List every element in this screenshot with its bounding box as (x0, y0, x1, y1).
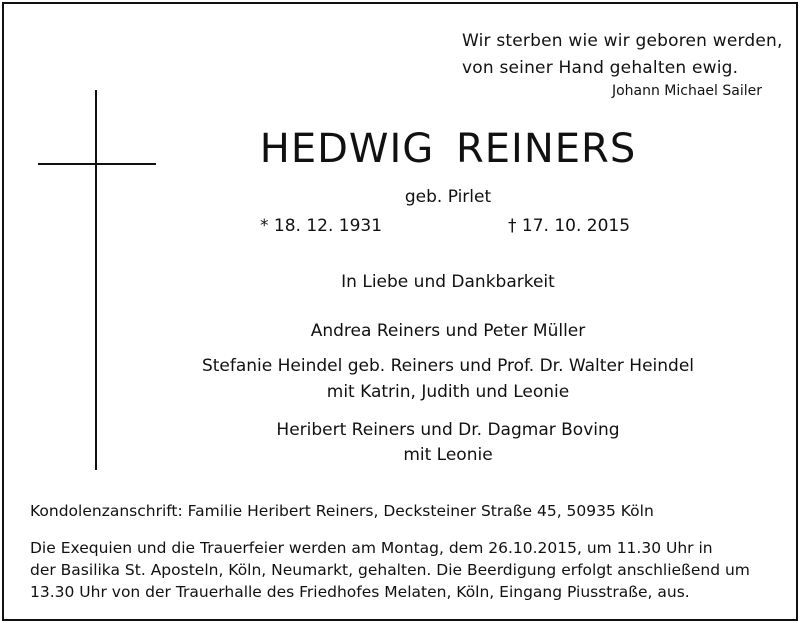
quote-line-1: Wir sterben wie wir geboren werden, (462, 31, 783, 51)
birth-date: * 18. 12. 1931 (260, 216, 383, 236)
dedication: In Liebe und Dankbarkeit (341, 272, 555, 292)
service-line-1: Die Exequien und die Trauerfeier werden am Montag, dem 26.10.2015, um 11.30 Uhr in (30, 539, 713, 557)
mourner-line: Stefanie Heindel geb. Reiners und Prof. Dr. Walter Heindel (201, 356, 695, 376)
service-line-2: der Basilika St. Aposteln, Köln, Neumarkt, gehalten. Die Beerdigung erfolgt anschließend um (30, 561, 750, 579)
mourner-line: Andrea Reiners und Peter Müller (310, 321, 586, 341)
deceased-name: HEDWIG REINERS (259, 126, 637, 172)
mourner-line: mit Leonie (403, 445, 493, 465)
service-info (30, 537, 780, 603)
mourner-line: Heribert Reiners und Dr. Dagmar Boving (276, 420, 620, 440)
condolence-address: Kondolenzanschrift: Familie Heribert Reiners, Decksteiner Straße 45, 50935 Köln (30, 502, 654, 520)
death-date: † 17. 10. 2015 (508, 216, 631, 236)
maiden-name: geb. Pirlet (404, 187, 492, 207)
service-line-3: 13.30 Uhr von der Trauerhalle des Friedhofes Melaten, Köln, Eingang Piusstraße, aus. (30, 583, 690, 601)
quote-author: Johann Michael Sailer (611, 83, 762, 99)
mourner-line: mit Katrin, Judith und Leonie (326, 382, 570, 402)
quote-line-2: von seiner Hand gehalten ewig. (462, 58, 739, 78)
